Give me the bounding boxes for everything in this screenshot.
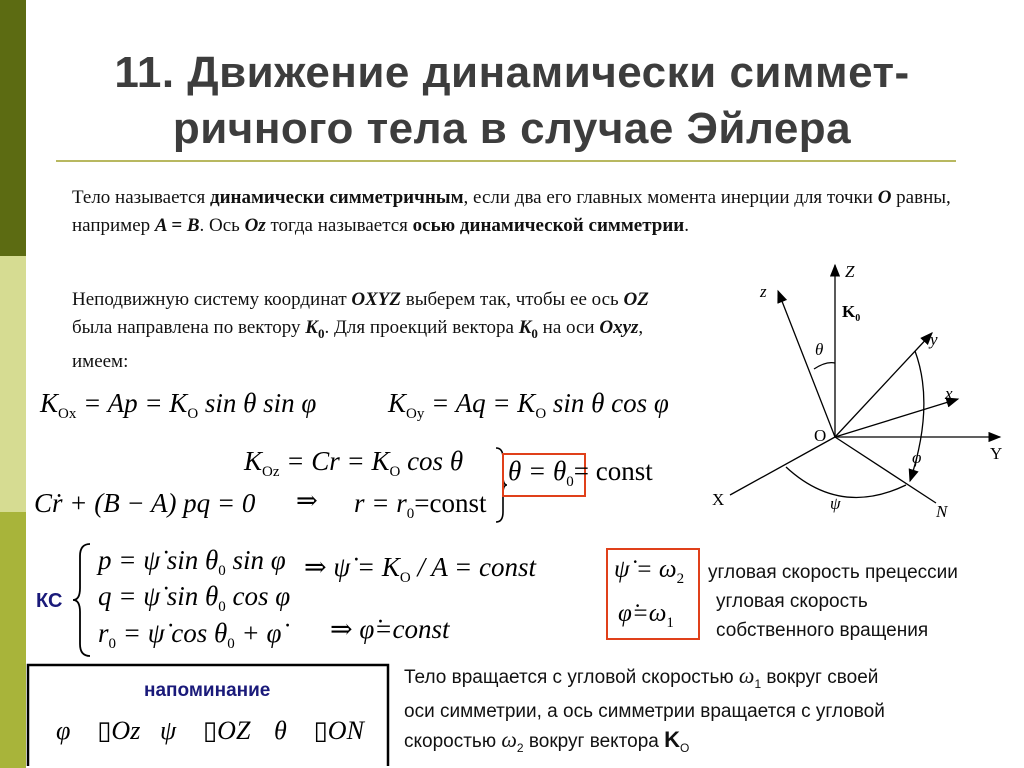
- label-spin-line1: угловая скорость: [716, 591, 868, 612]
- reminder-frame: [26, 662, 394, 768]
- diagram-label-phi: φ: [912, 448, 922, 467]
- equation-koy: $K_{Oy} = Aq = K_O$ sin θ cos φ: [388, 388, 669, 422]
- ks-equation-p: p = ψ̇ $\sin \theta_0$ sin φ: [98, 545, 286, 579]
- diagram-label-z: z: [760, 282, 767, 301]
- diagram-label-N: N: [936, 502, 948, 521]
- result-psi-const: ⇒ ψ̇ = $K_O$ / A = const: [304, 552, 536, 586]
- reminder-psi: ψ⃗ ▯OZ: [160, 716, 251, 745]
- diagram-label-Y: Y: [990, 444, 1003, 463]
- slide-title-line1: 11. Движение динамически симмет-: [114, 48, 910, 97]
- result-phi-const: ⇒ φ̇=const: [330, 614, 450, 644]
- equation-euler: Cṙ + (B − A) pq = 0: [34, 488, 256, 518]
- diagram-label-Z: Z: [845, 262, 855, 281]
- diagram-label-X: X: [712, 490, 725, 509]
- ks-equation-q: q = ψ̇ $\sin \theta_0$ cos φ: [98, 581, 291, 615]
- diagram-label-theta: θ: [815, 340, 824, 359]
- definition-paragraph: Тело называется динамически симметричным, если два его главных момента инерции для точки O равны, например A = B. Ось Oz тогда называется осью динамической симметрии.: [72, 187, 951, 236]
- sidebar-block-mid: [0, 512, 26, 768]
- slide-title-line2: ричного тела в случае Эйлера: [172, 104, 852, 153]
- conclusion-text: Тело вращается с угловой скоростью $\omega_1$ вокруг своей оси симметрии, а ось симметрии вращается с угловой скоростью $\omega_2$ вокруг вектора $K_O$: [404, 663, 885, 755]
- label-precession: угловая скорость прецессии: [708, 562, 958, 583]
- diagram-label-K0: $K_0$: [842, 302, 861, 324]
- euler-angles-diagram: [700, 255, 1020, 535]
- left-brace: [70, 542, 94, 658]
- reminder-phi: φ⃗ ▯Oz: [56, 716, 141, 745]
- diagram-label-O: O: [814, 426, 827, 445]
- diagram-label-psi: ψ: [830, 494, 841, 513]
- reminder-theta: θ⃗ ▯ON: [274, 716, 364, 745]
- diagram-label-y: y: [930, 330, 938, 349]
- equation-omega1: $\varphi̇=\omega_1$: [618, 600, 674, 631]
- title-divider: [56, 160, 956, 162]
- equation-r-const: $r = r_0=const$: [354, 488, 487, 522]
- reminder-title: напоминание: [144, 680, 271, 701]
- equation-koz: $K_{Oz} = Cr = K_O$ cos θ: [244, 446, 464, 480]
- ks-equation-r0: $r_0$ = ψ̇ $\cos \theta_0$ + φ̇: [98, 618, 282, 652]
- sidebar-block-light: [0, 256, 26, 512]
- ks-label: КС: [36, 590, 63, 612]
- equation-omega2: ψ̇ = $\omega_2$: [614, 556, 685, 587]
- equation-kox: $K_{Ox} = Ap = K_O$ sin θ sin φ: [40, 388, 317, 422]
- implies-arrow-1: ⇒: [296, 486, 318, 515]
- diagram-label-x: x: [945, 384, 953, 403]
- coordinate-paragraph: Неподвижную систему координат OXYZ выберем так, чтобы ее ось OZ была направлена по вектору $K_0$. Для проекций вектора $K_0$ на оси Oxyz, имеем:: [72, 289, 649, 372]
- equation-theta-const: $\theta = \theta_0=$ const: [508, 456, 653, 490]
- label-spin-line2: собственного вращения: [716, 620, 929, 641]
